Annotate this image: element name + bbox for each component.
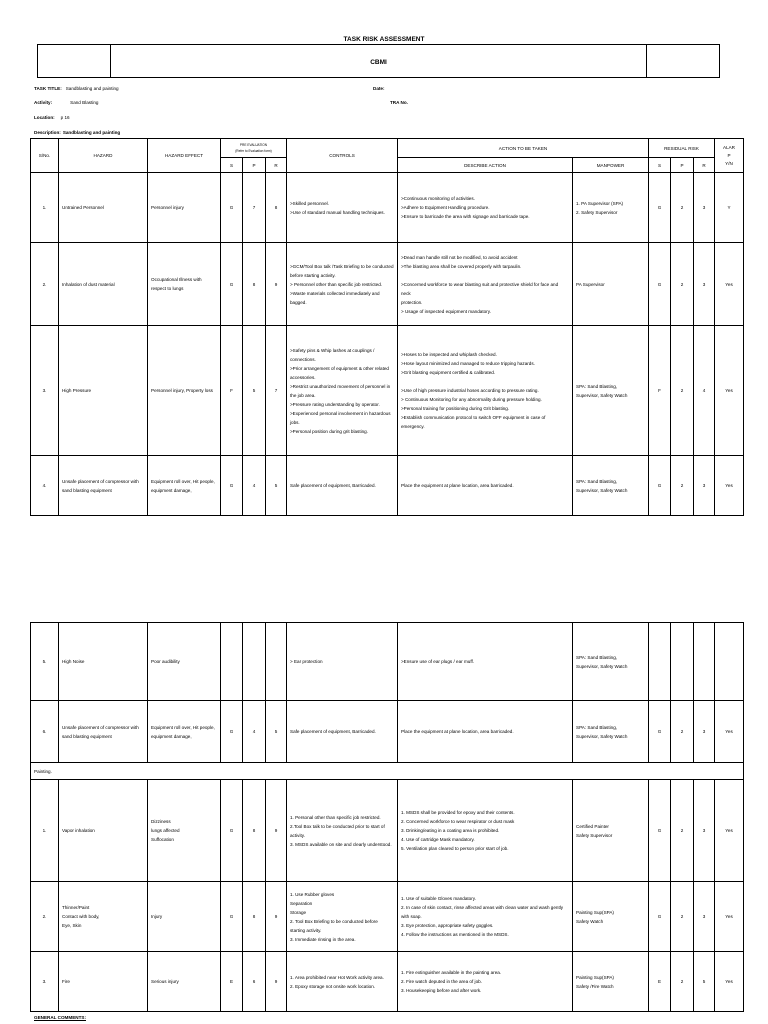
cell-line: >Dead man handle still not be modified, to avoid accident bbox=[401, 254, 518, 260]
row-number: 4. bbox=[31, 456, 59, 516]
cell-line: Certified Painter bbox=[576, 823, 609, 829]
manpower-cell bbox=[573, 623, 649, 701]
cell-line: SPA: Sand Blasting, bbox=[576, 654, 618, 660]
controls-cell bbox=[287, 173, 398, 243]
cell-line: 1. Personal other than specific job restricted. bbox=[290, 814, 381, 820]
description-value: Sandblasting and painting bbox=[62, 130, 121, 135]
residual-severity-cell: G bbox=[649, 882, 671, 952]
residual-risk-cell: 3 bbox=[694, 701, 715, 763]
cell-line: Separation bbox=[290, 900, 313, 906]
description-row bbox=[34, 130, 124, 135]
cell-line: Place the equipment at plane location, area barricaded. bbox=[401, 729, 514, 734]
residual-probability-cell: 2 bbox=[671, 173, 694, 243]
manpower-cell bbox=[573, 701, 649, 763]
alarp-cell: Yes bbox=[715, 780, 744, 882]
action-cell bbox=[398, 701, 573, 763]
hazard-cell: High Noise bbox=[59, 623, 148, 701]
cell-line: >Personal training for positioning during Grit blasting. bbox=[401, 406, 510, 411]
residual-probability-cell: 2 bbox=[671, 882, 694, 952]
cell-line: SPA: Sand Blasting, bbox=[576, 383, 618, 389]
residual-probability-cell: 2 bbox=[671, 456, 694, 516]
pre-risk-cell: 9 bbox=[266, 952, 287, 1012]
residual-severity-cell: E bbox=[649, 952, 671, 1012]
cell-line: 1. Fire extinguisher available in the painting area. bbox=[401, 970, 502, 975]
risk-table-2 bbox=[30, 622, 744, 1012]
alarp-line-2: P bbox=[727, 152, 731, 158]
date-label: Date: bbox=[373, 86, 385, 91]
cell-line: Safety Watch bbox=[576, 918, 604, 924]
col-hazard: HAZARD bbox=[59, 139, 148, 173]
row-number: 1. bbox=[31, 173, 59, 243]
action-cell bbox=[398, 780, 573, 882]
cell-line: Supervisor, Safety Watch bbox=[576, 733, 628, 739]
hazard-cell: High Pressure bbox=[59, 326, 148, 456]
col-pre-r: R bbox=[266, 158, 287, 173]
pre-eval-sub: (Refer to Evaluation form) bbox=[235, 149, 272, 153]
cell-line: 2. Fire watch deputed in the area of job. bbox=[401, 979, 482, 984]
residual-risk-cell: 4 bbox=[694, 326, 715, 456]
pre-severity-cell: G bbox=[221, 456, 243, 516]
cell-line bbox=[401, 271, 569, 280]
cell-line: 2. In case of skin contact, rinse affected areas with clean water and wash gently with soap. bbox=[401, 905, 564, 919]
alarp-cell: Yes bbox=[715, 882, 744, 952]
table-row bbox=[31, 780, 744, 882]
pre-severity-cell: G bbox=[221, 243, 243, 326]
pre-risk-cell: 9 bbox=[266, 882, 287, 952]
manpower-cell bbox=[573, 780, 649, 882]
row-number: 3. bbox=[31, 952, 59, 1012]
table-row bbox=[31, 243, 744, 326]
cell-line: 2. Concerned workforce to wear respirator or dust mask bbox=[401, 819, 515, 824]
hazard-effect-cell: Injury bbox=[148, 882, 221, 952]
cell-line: Safe placement of equipment, Barricaded. bbox=[290, 729, 376, 734]
manpower-cell bbox=[573, 456, 649, 516]
row-number: 5. bbox=[31, 623, 59, 701]
cell-line: 1. Use Rubber gloves bbox=[290, 891, 335, 897]
cell-line: 2. Tool Box Briefing to be conducted before starting activity. bbox=[290, 918, 378, 933]
location-value: p 16 bbox=[60, 115, 70, 120]
controls-cell bbox=[287, 456, 398, 516]
residual-probability-cell: 2 bbox=[671, 952, 694, 1012]
cell-line bbox=[401, 377, 569, 386]
description-label: Description: bbox=[34, 130, 61, 135]
cell-line: Place the equipment at plane location, area barricaded. bbox=[401, 483, 514, 488]
hazard-effect-cell: Equipment roll over, Hit people, equipment damage, bbox=[148, 456, 221, 516]
hazard-cell: Thinner/Paint Contact with body, Eye, Skin bbox=[59, 882, 148, 952]
table-row bbox=[31, 623, 744, 701]
hazard-cell: Unsafe placement of compressor with sand blasting equipment bbox=[59, 701, 148, 763]
residual-risk-cell: 3 bbox=[694, 243, 715, 326]
controls-cell bbox=[287, 243, 398, 326]
cell-line: Safety /Fire Watch bbox=[576, 983, 614, 989]
pre-severity-cell: G bbox=[221, 701, 243, 763]
cell-line: >Skilled personnel. bbox=[290, 200, 329, 206]
cell-line: >Experienced personal involvement in hazardous jobs. bbox=[290, 410, 391, 425]
alarp-cell: Yes bbox=[715, 456, 744, 516]
cell-line: >Restrict unauthorized movement of personnel in the job area. bbox=[290, 383, 391, 398]
residual-severity-cell bbox=[649, 623, 671, 701]
residual-probability-cell bbox=[671, 623, 694, 701]
pre-severity-cell: G bbox=[221, 780, 243, 882]
residual-severity-cell: F bbox=[649, 326, 671, 456]
residual-severity-cell: G bbox=[649, 780, 671, 882]
action-cell bbox=[398, 456, 573, 516]
cell-line: >Use of high pressure industrial hoses according to pressure rating. bbox=[401, 388, 539, 393]
cell-line: >GCM/Tool Box talk /Task Briefing to be conducted before starting activity. bbox=[290, 263, 394, 278]
hazard-effect-cell: Personnel injury, Property loss bbox=[148, 326, 221, 456]
hazard-cell: Untrained Personnel bbox=[59, 173, 148, 243]
alarp-cell: Yes bbox=[715, 243, 744, 326]
alarp-cell: Yes bbox=[715, 952, 744, 1012]
row-number: 3. bbox=[31, 326, 59, 456]
residual-probability-cell: 2 bbox=[671, 326, 694, 456]
risk-table-1 bbox=[30, 138, 744, 516]
cell-line: 3. Eye protection, appropriate safety goggles. bbox=[401, 923, 494, 928]
location-label: Location: bbox=[34, 115, 55, 120]
cell-line: >Concerned workforce to wear blasting suit and protective shield for face and neck bbox=[401, 281, 559, 296]
cell-line: >Safety pins & Whip lashes at couplings / connections. bbox=[290, 347, 375, 362]
cell-line: >Establish communication protocol to switch OFF equipment in case of emergency. bbox=[401, 415, 546, 429]
pre-risk-cell: 7 bbox=[266, 326, 287, 456]
col-action: ACTION TO BE TAKEN bbox=[398, 139, 649, 158]
col-effect: HAZARD EFFECT bbox=[148, 139, 221, 173]
pre-probability-cell: 7 bbox=[243, 173, 266, 243]
cell-line: > Personnel other than specific job restricted. bbox=[290, 281, 383, 287]
manpower-cell bbox=[573, 243, 649, 326]
col-res-p: P bbox=[671, 158, 694, 173]
residual-risk-cell: 3 bbox=[694, 882, 715, 952]
hazard-effect-cell: Equipment roll over, Hit people, equipment damage, bbox=[148, 701, 221, 763]
col-pre-eval bbox=[221, 139, 287, 158]
table-row bbox=[31, 456, 744, 516]
manpower-cell bbox=[573, 952, 649, 1012]
header-box bbox=[37, 44, 720, 78]
table-row bbox=[31, 173, 744, 243]
residual-risk-cell: 5 bbox=[694, 952, 715, 1012]
pre-probability-cell: 4 bbox=[243, 456, 266, 516]
alarp-cell: Yes bbox=[715, 326, 744, 456]
col-res-r: R bbox=[694, 158, 715, 173]
hazard-cell: Fire bbox=[59, 952, 148, 1012]
task-title-value: Sandblasting and painting bbox=[65, 86, 119, 91]
organization-name: CBMI bbox=[370, 59, 387, 66]
manpower-cell bbox=[573, 326, 649, 456]
cell-line: protection. bbox=[401, 299, 423, 305]
cell-line: 1. MSDS shall be provided for epoxy and their contents. bbox=[401, 810, 515, 815]
cell-line: >Ensure to barricade the area with signage and barricade tape. bbox=[401, 214, 530, 219]
cell-line: >Pressure rating understanding by operator. bbox=[290, 401, 380, 407]
alarp-cell: Y bbox=[715, 173, 744, 243]
residual-severity-cell: G bbox=[649, 456, 671, 516]
document-title: TASK RISK ASSESSMENT bbox=[343, 36, 425, 43]
cell-line: >Grit blasting equipment certified & calibrated. bbox=[401, 370, 496, 375]
pre-risk-cell: 5 bbox=[266, 701, 287, 763]
cell-line: 4. Follow the instructions as mentioned in the MSDS. bbox=[401, 932, 509, 937]
hazard-effect-cell: Dizziness lungs affected Suffocation bbox=[148, 780, 221, 882]
cell-line: >Waste materials collected immediately and bagged. bbox=[290, 290, 380, 305]
residual-severity-cell: G bbox=[649, 173, 671, 243]
cell-line: > Usage of inspected equipment mandatory. bbox=[401, 308, 491, 314]
cell-line: Painting Sup(SPA) bbox=[576, 974, 614, 980]
cell-line: 1. PA Supervisor (SPA) bbox=[576, 200, 624, 206]
pre-risk-cell: 8 bbox=[266, 173, 287, 243]
cell-line: 1. Area prohibited near Hot Work activity area. bbox=[290, 974, 384, 980]
pre-probability-cell bbox=[243, 623, 266, 701]
controls-cell bbox=[287, 326, 398, 456]
pre-probability-cell: 8 bbox=[243, 780, 266, 882]
residual-risk-cell bbox=[694, 623, 715, 701]
cell-line: >Hose layout minimized and managed to reduce tripping hazards. bbox=[401, 361, 535, 366]
hazard-cell: Unsafe placement of compressor with sand blasting equipment bbox=[59, 456, 148, 516]
action-cell bbox=[398, 623, 573, 701]
cell-line: SPA: Sand Blasting, bbox=[576, 478, 618, 484]
residual-risk-cell: 3 bbox=[694, 173, 715, 243]
table-row bbox=[31, 882, 744, 952]
col-describe-action: DESCRIBE ACTION bbox=[398, 158, 573, 173]
action-cell bbox=[398, 173, 573, 243]
alarp-cell: Yes bbox=[715, 701, 744, 763]
alarp-cell bbox=[715, 623, 744, 701]
activity-value: Sand Blasting bbox=[70, 100, 99, 105]
cell-line: 3. Immediate rinsing in the area. bbox=[290, 936, 356, 942]
action-cell bbox=[398, 326, 573, 456]
hazard-effect-cell: Personnel injury bbox=[148, 173, 221, 243]
pre-probability-cell: 6 bbox=[243, 952, 266, 1012]
residual-severity-cell: G bbox=[649, 243, 671, 326]
residual-severity-cell: G bbox=[649, 701, 671, 763]
cell-line: Painting Sup(SPA) bbox=[576, 909, 614, 915]
action-cell bbox=[398, 243, 573, 326]
task-title-row bbox=[34, 86, 119, 91]
controls-cell bbox=[287, 952, 398, 1012]
cell-line: 4. Use of cartridge Mask mandatory. bbox=[401, 837, 475, 842]
cell-line: >Continuous monitoring of activities. bbox=[401, 196, 475, 201]
cell-line: Supervisor, Safety Watch bbox=[576, 663, 628, 669]
row-number: 2. bbox=[31, 882, 59, 952]
col-manpower: MANPOWER bbox=[573, 158, 649, 173]
pre-severity-cell: F bbox=[221, 326, 243, 456]
cell-line: Safety Supervisor bbox=[576, 832, 613, 838]
cell-line: >Hoses to be inspected and whiplash checked. bbox=[401, 352, 497, 357]
table-row bbox=[31, 326, 744, 456]
activity-label: Activity: bbox=[34, 100, 53, 105]
cell-line: Storage bbox=[290, 909, 307, 915]
cell-line: Supervisor, Safety Watch bbox=[576, 487, 628, 493]
section-painting: Painting. bbox=[31, 763, 744, 780]
pre-severity-cell bbox=[221, 623, 243, 701]
cell-line: Supervisor, Safety Watch bbox=[576, 392, 628, 398]
controls-cell bbox=[287, 701, 398, 763]
alarp-line-1: ALAR bbox=[723, 144, 736, 150]
row-number: 6. bbox=[31, 701, 59, 763]
residual-risk-cell: 3 bbox=[694, 456, 715, 516]
general-comments: GENERAL COMMENTS: bbox=[34, 1015, 86, 1020]
col-sno: S/No. bbox=[31, 139, 59, 173]
cell-line: > Ear protection bbox=[290, 659, 323, 664]
controls-cell bbox=[287, 780, 398, 882]
controls-cell bbox=[287, 882, 398, 952]
tra-row bbox=[390, 100, 412, 105]
col-pre-p: P bbox=[243, 158, 266, 173]
residual-risk-cell: 3 bbox=[694, 780, 715, 882]
table-row bbox=[31, 701, 744, 763]
date-row bbox=[373, 86, 389, 91]
tra-label: TRA No. bbox=[390, 100, 408, 105]
col-res-s: S bbox=[649, 158, 671, 173]
cell-line: SPA: Sand Blasting, bbox=[576, 724, 618, 730]
pre-severity-cell: G bbox=[221, 882, 243, 952]
col-pre-s: S bbox=[221, 158, 243, 173]
manpower-cell bbox=[573, 882, 649, 952]
pre-risk-cell: 5 bbox=[266, 456, 287, 516]
col-residual: RESIDUAL RISK bbox=[649, 139, 715, 158]
cell-line: >Use of standard manual handling techniques. bbox=[290, 209, 385, 215]
cell-line: 2.Tool Box talk to be conducted prior to start of activity. bbox=[290, 823, 385, 838]
pre-risk-cell bbox=[266, 623, 287, 701]
pre-severity-cell: E bbox=[221, 952, 243, 1012]
location-row bbox=[34, 115, 70, 120]
hazard-effect-cell: Occupational Illness with respect to lungs bbox=[148, 243, 221, 326]
table-row bbox=[31, 952, 744, 1012]
residual-probability-cell: 2 bbox=[671, 780, 694, 882]
row-number: 2. bbox=[31, 243, 59, 326]
pre-severity-cell: G bbox=[221, 173, 243, 243]
hazard-cell: Vapor inhalation bbox=[59, 780, 148, 882]
cell-line: >Adhere to Equipment Handling procedure. bbox=[401, 205, 490, 210]
cell-line: >Personal position during grit blasting. bbox=[290, 428, 369, 434]
col-controls: CONTROLS bbox=[287, 139, 398, 173]
pre-probability-cell: 8 bbox=[243, 882, 266, 952]
cell-line: >Ensure use of ear plugs / ear muff. bbox=[401, 659, 475, 664]
cell-line: >Prior arrangement of equipment & other related accessories. bbox=[290, 365, 389, 380]
hazard-effect-cell: Serious injury bbox=[148, 952, 221, 1012]
cell-line: 5. Ventilation plan cleared to person prior start of job. bbox=[401, 846, 509, 851]
task-title-label: TASK TITLE: bbox=[34, 86, 62, 91]
pre-risk-cell: 9 bbox=[266, 780, 287, 882]
hazard-effect-cell: Poor audibility bbox=[148, 623, 221, 701]
manpower-cell bbox=[573, 173, 649, 243]
cell-line: > Continuous Monitoring for any abnormality during pressure holding. bbox=[401, 397, 542, 402]
activity-row bbox=[34, 100, 98, 105]
action-cell bbox=[398, 882, 573, 952]
cell-line: 2. Safety Supervisor bbox=[576, 209, 618, 215]
cell-line: 3. Drinking/eating in a coating area is prohibited. bbox=[401, 828, 500, 833]
pre-probability-cell: 4 bbox=[243, 701, 266, 763]
col-alarp bbox=[715, 139, 744, 173]
residual-probability-cell: 2 bbox=[671, 243, 694, 326]
cell-line: >The blasting area shall be covered properly with tarpaulin. bbox=[401, 263, 522, 269]
pre-risk-cell: 9 bbox=[266, 243, 287, 326]
pre-probability-cell: 8 bbox=[243, 243, 266, 326]
cell-line: 2. Epoxy storage not onsite work location. bbox=[290, 983, 376, 989]
alarp-line-3: Y/N bbox=[725, 160, 733, 166]
controls-cell bbox=[287, 623, 398, 701]
residual-probability-cell: 2 bbox=[671, 701, 694, 763]
hazard-cell: Inhalation of dust material bbox=[59, 243, 148, 326]
row-number: 1. bbox=[31, 780, 59, 882]
pre-eval-label: PRE EVALUATION bbox=[239, 143, 268, 147]
cell-line: 3. MSDS available on site and clearly understood. bbox=[290, 841, 392, 847]
cell-line: 1. Use of suitable Gloves mandatory. bbox=[401, 896, 476, 901]
cell-line: 3. Housekeeping before and after work. bbox=[401, 988, 482, 993]
cell-line: PA Supervisor bbox=[576, 281, 605, 287]
cell-line: Safe placement of equipment, Barricaded. bbox=[290, 483, 376, 488]
action-cell bbox=[398, 952, 573, 1012]
pre-probability-cell: 5 bbox=[243, 326, 266, 456]
